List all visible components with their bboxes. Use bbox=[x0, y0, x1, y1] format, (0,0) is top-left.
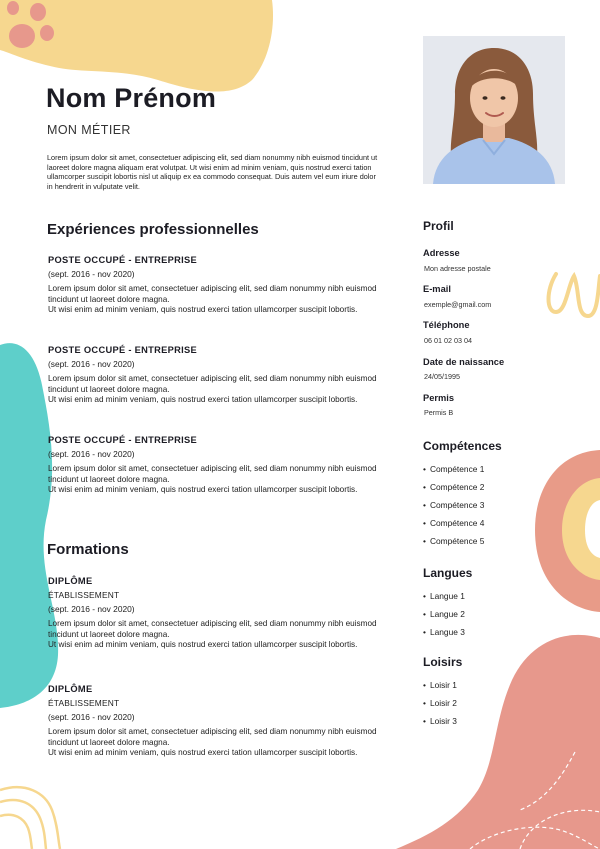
competence-item: • Compétence 5 bbox=[423, 536, 484, 554]
competences-list bbox=[423, 464, 484, 554]
candidate-name: Nom Prénom bbox=[46, 83, 217, 113]
competence-item: • Compétence 1 bbox=[423, 464, 484, 482]
license-value: Permis B bbox=[424, 408, 454, 417]
paw-toe-3 bbox=[40, 25, 54, 41]
langues-title: Langues bbox=[423, 566, 473, 580]
yellow-contour-2 bbox=[0, 800, 46, 849]
langue-item: • Langue 2 bbox=[423, 609, 465, 627]
competence-item: • Compétence 3 bbox=[423, 500, 484, 518]
experience-entry bbox=[48, 435, 388, 496]
loisir-item: • Loisir 1 bbox=[423, 680, 457, 698]
phone-label: Téléphone bbox=[423, 320, 470, 330]
email-label: E-mail bbox=[423, 284, 451, 294]
experience-date: (sept. 2016 - nov 2020) bbox=[48, 359, 135, 369]
experience-entry bbox=[48, 255, 388, 316]
loisirs-title: Loisirs bbox=[423, 655, 463, 669]
profil-title: Profil bbox=[423, 219, 454, 233]
competence-item: • Compétence 4 bbox=[423, 518, 484, 536]
experience-entry bbox=[48, 345, 388, 406]
profile-photo bbox=[423, 36, 565, 184]
license-label: Permis bbox=[423, 393, 455, 403]
intro-paragraph: Lorem ipsum dolor sit amet, consectetuer adipiscing elit, sed diam nonummy nibh euismod tincidunt ut laoreet dolore magna aliquam erat volutpat. Ut wisi enim ad minim veniam, quis nostrud exerci tation ullamcorper suscipit lobortis nisl ut aliquip ex ea commodo consequat. Duis autem vel eum iriure dolor in hendrerit in vulputate velit. bbox=[47, 153, 378, 191]
formations-title: Formations bbox=[47, 541, 129, 558]
address-value: Mon adresse postale bbox=[424, 264, 491, 273]
competences-title: Compétences bbox=[423, 439, 502, 453]
formation-entry bbox=[48, 684, 388, 759]
phone-value: 06 01 02 03 04 bbox=[424, 336, 472, 345]
experiences-title: Expériences professionnelles bbox=[47, 221, 259, 238]
formation-description: Lorem ipsum dolor sit amet, consectetuer adipiscing elit, sed diam nonummy nibh euismod tincidunt ut laoreet dolore magna. Ut wisi enim ad minim veniam, quis nostrud exerci tation ullamcorper suscipit lobortis. bbox=[48, 727, 377, 758]
job-title: MON MÉTIER bbox=[47, 123, 131, 137]
experience-description: Lorem ipsum dolor sit amet, consectetuer adipiscing elit, sed diam nonummy nibh euismod tincidunt ut laoreet dolore magna. Ut wisi enim ad minim veniam, quis nostrud exerci tation ullamcorper suscipit lobortis. bbox=[48, 464, 377, 495]
langue-item: • Langue 3 bbox=[423, 627, 465, 645]
yellow-squiggle bbox=[549, 274, 600, 316]
loisir-item: • Loisir 2 bbox=[423, 698, 457, 716]
birthdate-value: 24/05/1995 bbox=[424, 372, 460, 381]
loisirs-list bbox=[423, 680, 457, 734]
email-value: exemple@gmail.com bbox=[424, 300, 492, 309]
experience-position: POSTE OCCUPÉ - ENTREPRISE bbox=[48, 345, 198, 355]
formation-diploma: DIPLÔME bbox=[48, 576, 93, 586]
formation-diploma: DIPLÔME bbox=[48, 684, 93, 694]
formation-school: ÉTABLISSEMENT bbox=[48, 590, 120, 600]
address-label: Adresse bbox=[423, 248, 460, 258]
formation-date: (sept. 2016 - nov 2020) bbox=[48, 712, 135, 722]
yellow-contour-3 bbox=[0, 815, 32, 849]
birthdate-label: Date de naissance bbox=[423, 357, 505, 367]
formation-description: Lorem ipsum dolor sit amet, consectetuer adipiscing elit, sed diam nonummy nibh euismod tincidunt ut laoreet dolore magna. Ut wisi enim ad minim veniam, quis nostrud exerci tation ullamcorper suscipit lobortis. bbox=[48, 619, 377, 650]
experience-description: Lorem ipsum dolor sit amet, consectetuer adipiscing elit, sed diam nonummy nibh euismod tincidunt ut laoreet dolore magna. Ut wisi enim ad minim veniam, quis nostrud exerci tation ullamcorper suscipit lobortis. bbox=[48, 284, 377, 315]
experience-position: POSTE OCCUPÉ - ENTREPRISE bbox=[48, 255, 198, 265]
experience-position: POSTE OCCUPÉ - ENTREPRISE bbox=[48, 435, 198, 445]
formation-entry bbox=[48, 576, 388, 651]
portrait-illustration bbox=[423, 36, 565, 184]
experience-date: (sept. 2016 - nov 2020) bbox=[48, 269, 135, 279]
paw-pad-main bbox=[9, 24, 35, 48]
langue-item: • Langue 1 bbox=[423, 591, 465, 609]
paw-toe-2 bbox=[30, 3, 46, 21]
paw-toe-1 bbox=[7, 1, 19, 15]
experience-description: Lorem ipsum dolor sit amet, consectetuer adipiscing elit, sed diam nonummy nibh euismod tincidunt ut laoreet dolore magna. Ut wisi enim ad minim veniam, quis nostrud exerci tation ullamcorper suscipit lobortis. bbox=[48, 374, 377, 405]
competence-item: • Compétence 2 bbox=[423, 482, 484, 500]
loisir-item: • Loisir 3 bbox=[423, 716, 457, 734]
formation-school: ÉTABLISSEMENT bbox=[48, 698, 120, 708]
langues-list bbox=[423, 591, 465, 645]
experience-date: (sept. 2016 - nov 2020) bbox=[48, 449, 135, 459]
formation-date: (sept. 2016 - nov 2020) bbox=[48, 604, 135, 614]
